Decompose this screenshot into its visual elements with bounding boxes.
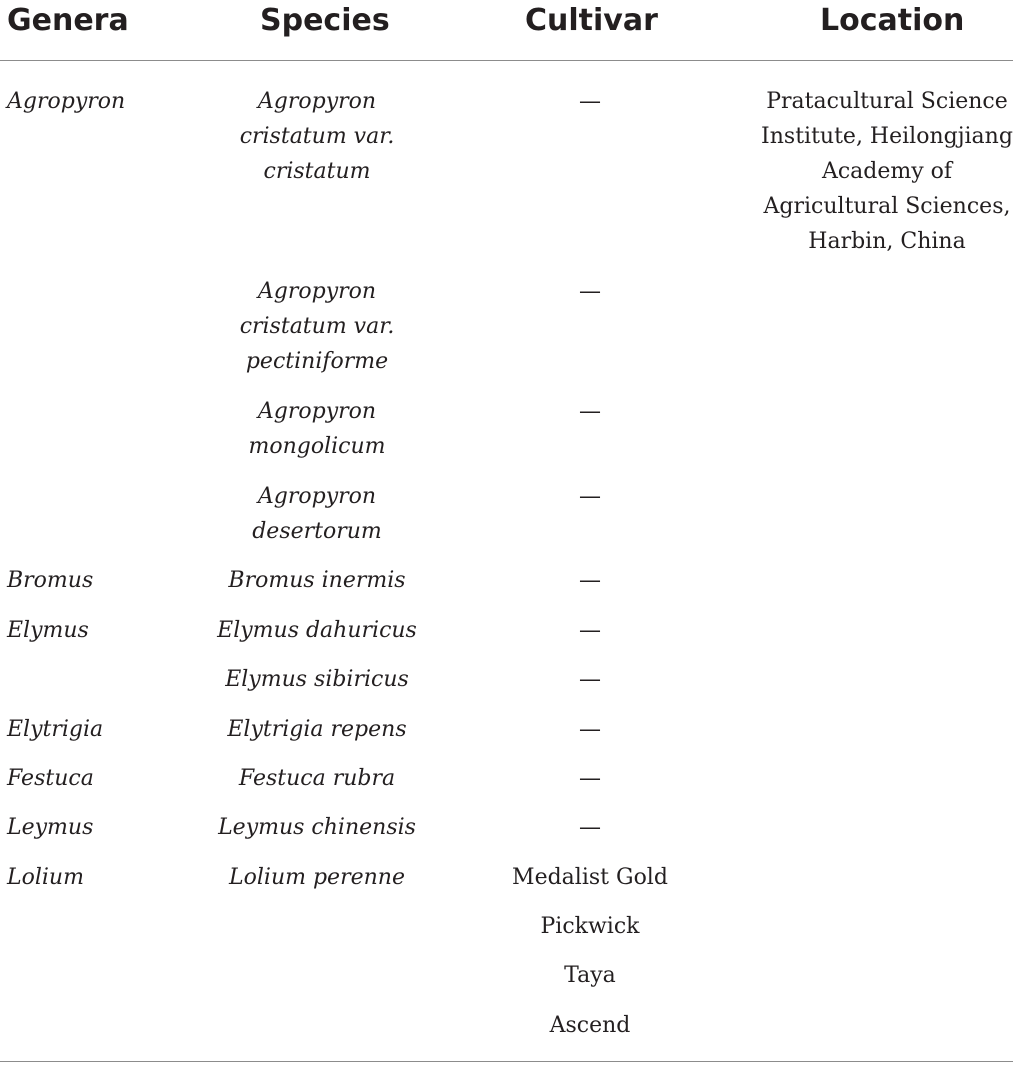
cell-genera: Leymus <box>7 815 94 840</box>
cell-species: Lolium perenne <box>229 865 405 890</box>
cell-genera: Lolium <box>7 865 84 890</box>
cell-cultivar: — <box>579 766 601 791</box>
cell-species: Agropyron cristatum var. pectiniforme <box>239 279 395 374</box>
cell-species: Elytrigia repens <box>227 717 407 742</box>
cell-cultivar: Pickwick <box>540 914 640 939</box>
cell-cultivar: — <box>579 484 601 509</box>
cell-species: Agropyron cristatum var. cristatum <box>239 89 395 184</box>
header-rule <box>0 60 1013 61</box>
header-cultivar: Cultivar <box>525 3 658 38</box>
cell-species: Agropyron mongolicum <box>248 399 386 459</box>
header-location: Location <box>820 3 965 38</box>
cell-genera: Elymus <box>7 618 89 643</box>
cell-cultivar: — <box>579 717 601 742</box>
cell-cultivar: Ascend <box>549 1013 631 1038</box>
cell-cultivar: Taya <box>564 963 616 988</box>
cell-cultivar: — <box>579 399 601 424</box>
cell-cultivar: — <box>579 815 601 840</box>
cell-genera: Agropyron <box>7 89 126 114</box>
cell-genera: Elytrigia <box>7 717 104 742</box>
cell-location: Pratacultural Science Institute, Heilongjiang Academy of Agricultural Sciences, Harbin, China <box>761 89 1013 254</box>
header-genera: Genera <box>7 3 129 38</box>
cell-cultivar: — <box>579 667 601 692</box>
bottom-rule <box>0 1061 1013 1062</box>
cell-species: Leymus chinensis <box>218 815 416 840</box>
cell-cultivar: — <box>579 618 601 643</box>
cell-genera: Festuca <box>7 766 94 791</box>
cell-species: Elymus sibiricus <box>225 667 409 692</box>
cell-species: Festuca rubra <box>238 766 396 791</box>
cell-cultivar: — <box>579 568 601 593</box>
cell-genera: Bromus <box>7 568 94 593</box>
cell-cultivar: — <box>579 279 601 304</box>
cell-species: Bromus inermis <box>228 568 406 593</box>
cell-species: Agropyron desertorum <box>252 484 382 544</box>
cell-cultivar: Medalist Gold <box>512 865 668 890</box>
cell-cultivar: — <box>579 89 601 114</box>
cell-species: Elymus dahuricus <box>217 618 417 643</box>
header-species: Species <box>260 3 390 38</box>
